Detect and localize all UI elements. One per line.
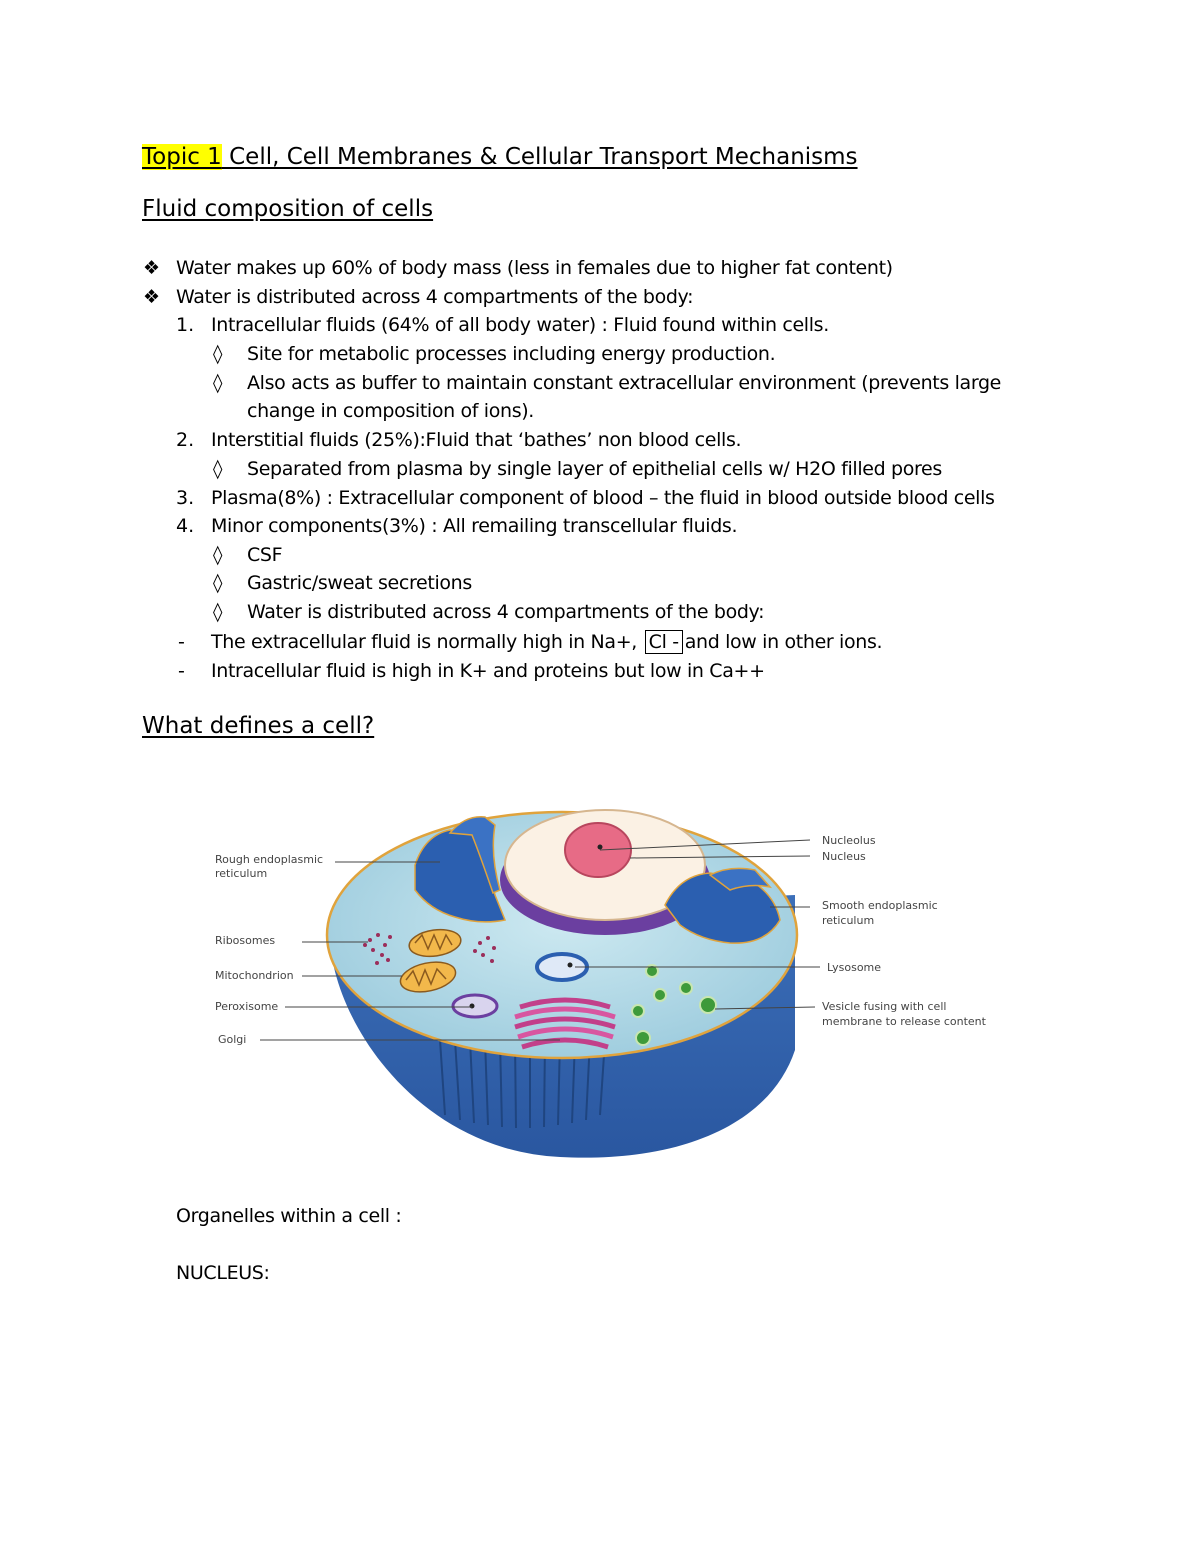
list-number: 3.	[176, 487, 195, 509]
nucleus-line: NUCLEUS:	[176, 1262, 270, 1284]
diamond-icon: ◊	[213, 601, 223, 623]
diamond-icon: ◊	[213, 343, 223, 365]
label-ribosomes: Ribosomes	[215, 934, 276, 947]
label-nucleus: Nucleus	[822, 850, 866, 863]
list-number: 4.	[176, 515, 195, 537]
label-rough-er: Rough endoplasmic	[215, 853, 324, 866]
sub-item-text: Also acts as buffer to maintain constant extracellular environment (prevents large	[247, 372, 1002, 394]
label-vesicle-2: membrane to release content	[822, 1015, 986, 1028]
list-number: 1.	[176, 314, 195, 336]
diamond-icon: ◊	[213, 372, 223, 394]
text-segment: and low in other ions.	[684, 631, 883, 653]
title-text: Cell, Cell Membranes & Cellular Transport Mechanisms	[221, 144, 858, 170]
dash-line-text	[211, 630, 882, 654]
animal-cell-diagram	[210, 795, 1000, 1160]
label-golgi: Golgi	[218, 1033, 247, 1046]
label-mitochondrion: Mitochondrion	[215, 969, 294, 982]
page-title	[142, 144, 858, 170]
label-rough-er-2: reticulum	[215, 867, 268, 880]
section-heading-fluid-composition: Fluid composition of cells	[142, 196, 434, 222]
list-item-text: Interstitial fluids (25%):Fluid that ‘bathes’ non blood cells.	[211, 429, 742, 451]
nucleolus	[565, 823, 631, 877]
bullet-text: Water is distributed across 4 compartments of the body:	[176, 286, 694, 308]
label-smooth-er-2: reticulum	[822, 914, 875, 927]
section-heading-what-defines-cell: What defines a cell?	[142, 713, 375, 739]
label-smooth-er: Smooth endoplasmic	[822, 899, 938, 912]
topic-label: Topic 1	[142, 144, 222, 170]
bullet-text: Water makes up 60% of body mass (less in females due to higher fat content)	[176, 257, 893, 279]
list-item-text: Intracellular fluids (64% of all body water) : Fluid found within cells.	[211, 314, 829, 336]
bullet-icon: ❖	[143, 286, 161, 308]
label-lysosome: Lysosome	[827, 961, 882, 974]
sub-item-text: Site for metabolic processes including energy production.	[247, 343, 776, 365]
sub-item-text: Gastric/sweat secretions	[247, 572, 472, 594]
bullet-icon: ❖	[143, 257, 161, 279]
diamond-icon: ◊	[213, 544, 223, 566]
sub-item-text: Separated from plasma by single layer of epithelial cells w/ H2O filled pores	[247, 458, 942, 480]
sub-item-text: Water is distributed across 4 compartments of the body:	[247, 601, 765, 623]
boxed-text: Cl -	[645, 630, 683, 654]
label-peroxisome: Peroxisome	[215, 1000, 279, 1013]
sub-item-text: change in composition of ions).	[247, 400, 534, 422]
peroxisome	[453, 995, 497, 1017]
text-segment: The extracellular fluid is normally high in Na+,	[211, 631, 643, 653]
sub-item-text: CSF	[247, 544, 283, 566]
label-nucleolus: Nucleolus	[822, 834, 876, 847]
list-number: 2.	[176, 429, 195, 451]
label-vesicle: Vesicle fusing with cell	[822, 1000, 947, 1013]
dash-marker: -	[178, 631, 185, 653]
list-item-text: Minor components(3%) : All remailing transcellular fluids.	[211, 515, 738, 537]
dash-marker: -	[178, 660, 185, 682]
dash-line-text: Intracellular fluid is high in K+ and proteins but low in Ca++	[211, 660, 765, 682]
organelles-line: Organelles within a cell :	[176, 1205, 402, 1227]
list-item-text: Plasma(8%) : Extracellular component of blood – the fluid in blood outside blood cells	[211, 487, 995, 509]
diamond-icon: ◊	[213, 458, 223, 480]
diamond-icon: ◊	[213, 572, 223, 594]
